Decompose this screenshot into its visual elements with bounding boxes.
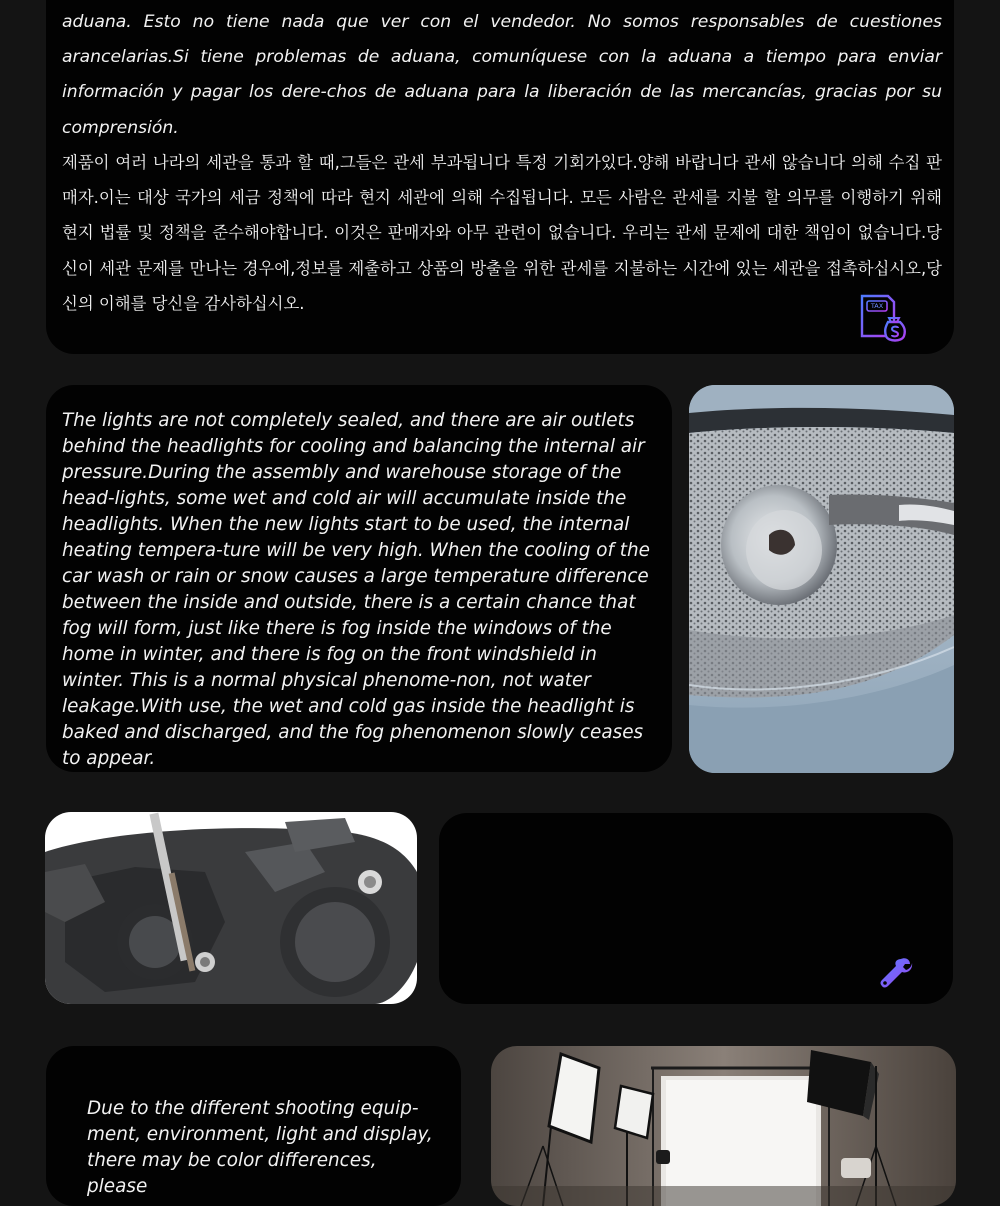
- headlight-back-screwdriver-photo: [45, 812, 417, 1004]
- adjustment-card: [439, 813, 953, 1004]
- customs-korean-text: 제품이 여러 나라의 세관을 통과 할 때,그들은 관세 부과됩니다 특정 기회가있다.양해 바랍니다 관세 않습니다 의해 수집 판매자.이는 대상 국가의 세금 정책에 따라 현지 세관에 의해 수집됩니다. 모든 사람은 관세를 지불 할 의무를 이행하기 위해 현지 법률 및 정책을 준수해야합니다. 이것은 판매자와 아무 관련이 없습니다. 우리는 관세 문제에 대한 책임이 없습니다.당신이 세관 문제를 만나는 경우에,정보를 제출하고 상품의 방출을 위한 관세를 지불하는 시간에 있는 세관을 접촉하십시오,당신의 이해를 당신을 감사하십시오.: [62, 153, 942, 313]
- color-difference-text: Due to the different shooting equip-ment, environment, light and display, there may be color differences, please: [87, 1098, 433, 1197]
- wrench-icon: [879, 955, 913, 989]
- foggy-headlight-photo: [689, 385, 954, 773]
- customs-spanish-text: aduana. Esto no tiene nada que ver con el vendedor. No somos responsables de cuestiones arancelarias.Si tiene problemas de aduana, comuníquese con la aduana a tiempo para enviar información y pagar los dere-chos de aduana para la liberación de las mercancías, gracias por su comprensión.: [62, 12, 942, 138]
- tax-invoice-icon: [858, 292, 910, 344]
- color-difference-card: [46, 1046, 461, 1206]
- tax-badge-label: TAX: [870, 302, 884, 310]
- fog-explanation-text: The lights are not completely sealed, and there are air outlets behind the headlights for cooling and balancing the internal air pressure.During the assembly and warehouse storage of the head-lights, some wet and cold air will accumulate inside the headlights. When the new lights start to be used, the internal heating tempera-ture will be very high. When the cooling of the car wash or rain or snow causes a large temperature difference between the inside and outside, there is a certain chance that fog will form, just like there is fog inside the windows of the home in winter, and there is fog on the front windshield in winter. This is a normal physical phenome-non, not water leakage.With use, the wet and cold gas inside the headlight is baked and discharged, and the fog phenomenon slowly ceases to appear.: [62, 410, 650, 769]
- customs-notice-card: [46, 0, 954, 354]
- fog-explanation-card: [46, 385, 672, 772]
- photo-studio-softbox-photo: [491, 1046, 956, 1206]
